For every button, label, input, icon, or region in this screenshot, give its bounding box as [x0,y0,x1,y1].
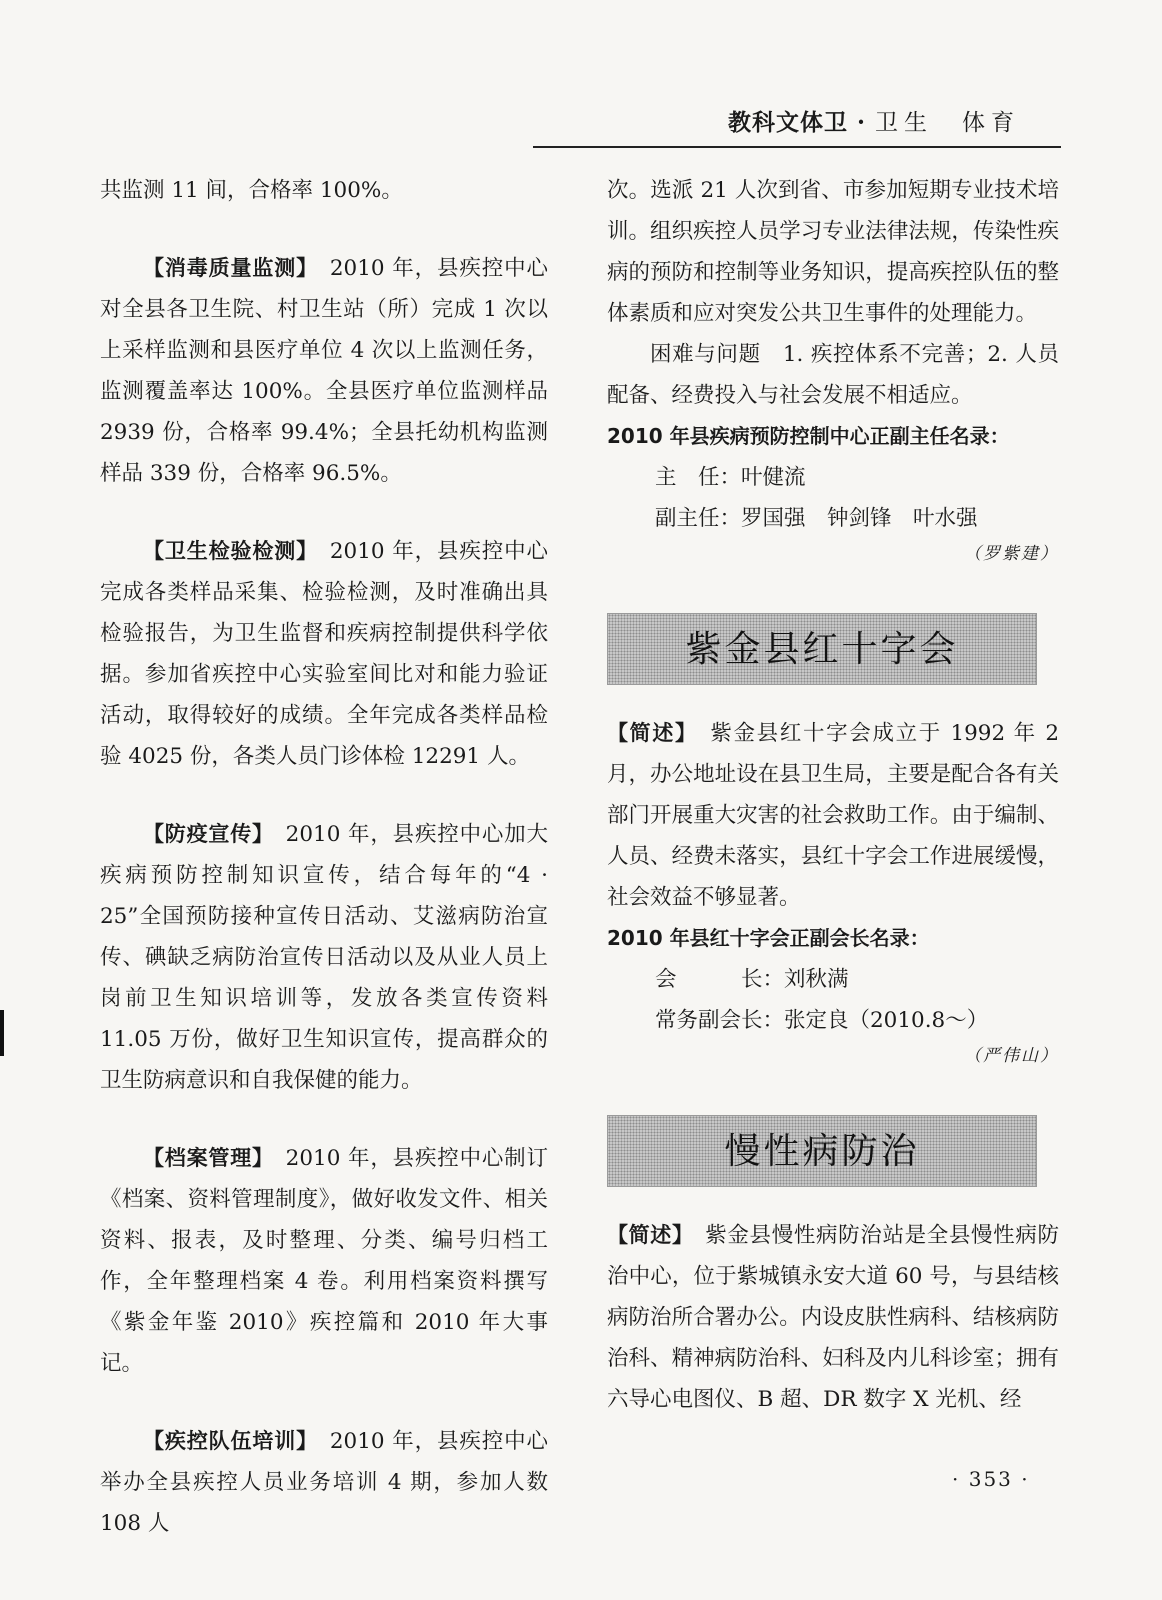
section-body: 2010 年，县疾控中心制订《档案、资料管理制度》，做好收发文件、相关资料、报表，及时整理、分类、编号归档工作，全年整理档案 4 卷。利用档案资料撰写《紫金年鉴 2010》疾控篇和 2010 年大事记。 [100,1146,548,1376]
section-banner-red-cross: 紫金县红十字会 [607,613,1037,685]
red-cross-list-title: 2010 年县红十字会正副会长名录： [607,926,930,950]
red-cross-vice-president: 常务副会长：张定良（2010.8～） [655,1008,989,1033]
running-head-category: 教科文体卫 · [727,109,875,136]
author-credit: （严伟山） [964,1046,1059,1066]
section-body: 2010 年，县疾控中心举办全县疾控人员业务培训 4 期，参加人数 108 人 [100,1429,548,1536]
binding-mark [0,1010,4,1056]
cdc-director: 主 任：叶健流 [655,465,806,490]
right-column [607,170,1059,1420]
section-lab-testing [100,531,548,777]
section-archives [100,1138,548,1384]
section-heading: 【档案管理】 [143,1146,264,1170]
section-body: 紫金县红十字会成立于 1992 年 2 月，办公地址设在县卫生局，主要是配合各有关部门开展重大灾害的社会救助工作。由于编制、人员、经费未落实，县红十字会工作进展缓慢，社会效益不够显著。 [607,721,1059,910]
red-cross-summary [607,713,1059,918]
author-credit: （罗紫建） [964,544,1059,564]
cdc-directors-list-title: 2010 年县疾病预防控制中心正副主任名录： [607,424,1010,448]
section-publicity [100,814,548,1101]
section-body: 紫金县慢性病防治站是全县慢性病防治中心，位于紫城镇永安大道 60 号，与县结核病防治所合署办公。内设皮肤性病科、结核病防治科、精神病防治科、妇科及内儿科诊室；拥有六导心电图仪、B 超、DR 数字 X 光机、经 [607,1223,1059,1412]
chronic-disease-summary [607,1215,1059,1420]
section-body: 2010 年，县疾控中心对全县各卫生院、村卫生站（所）完成 1 次以上采样监测和县医疗单位 4 次以上监测任务，监测覆盖率达 100%。全县医疗单位监测样品 2939 份，合格率 99.4%；全县托幼机构监测样品 339 份，合格率 96.5%。 [100,256,548,486]
red-cross-president: 会 长：刘秋满 [655,967,849,992]
header-rule [533,146,1061,148]
section-heading: 【简述】 [607,721,688,745]
cdc-deputy-directors: 副主任：罗国强 钟剑锋 叶水强 [655,506,978,531]
section-body: 2010 年，县疾控中心完成各类样品采集、检验检测，及时准确出具检验报告，为卫生监督和疾病控制提供科学依据。参加省疾控中心实验室间比对和能力验证活动，取得较好的成绩。全年完成各类样品检验 4025 份，各类人员门诊体检 12291 人。 [100,539,548,769]
page-number: · 353 · [952,1467,1030,1491]
section-heading: 【疾控队伍培训】 [143,1429,308,1453]
running-head [532,104,1060,137]
continuation-text: 次。选派 21 人次到省、市参加短期专业技术培训。组织疾控人员学习专业法律法规，传染性疾病的预防和控制等业务知识，提高疾控队伍的整体素质和应对突发公共卫生事件的处理能力。 [607,178,1059,326]
running-head-section: 卫生 体育 [875,110,1020,136]
section-disinfection [100,248,548,494]
section-heading: 【简述】 [607,1223,684,1247]
section-heading: 【防疫宣传】 [143,822,264,846]
difficulties-text: 困难与问题 1. 疾控体系不完善；2. 人员配备、经费投入与社会发展不相适应。 [607,342,1059,408]
section-training [100,1421,548,1544]
section-heading: 【消毒质量监测】 [143,256,308,280]
continuation-text: 共监测 11 间，合格率 100%。 [100,178,403,203]
section-banner-chronic-disease: 慢性病防治 [607,1115,1037,1187]
section-heading: 【卫生检验检测】 [143,539,308,563]
left-column [100,170,548,1544]
section-body: 2010 年，县疾控中心加大疾病预防控制知识宣传，结合每年的“4 · 25”全国预防接种宣传日活动、艾滋病防治宣传、碘缺乏病防治宣传日活动以及从业人员上岗前卫生知识培训等，发放各类宣传资料 11.05 万份，做好卫生知识宣传，提高群众的卫生防病意识和自我保健的能力。 [100,822,548,1093]
